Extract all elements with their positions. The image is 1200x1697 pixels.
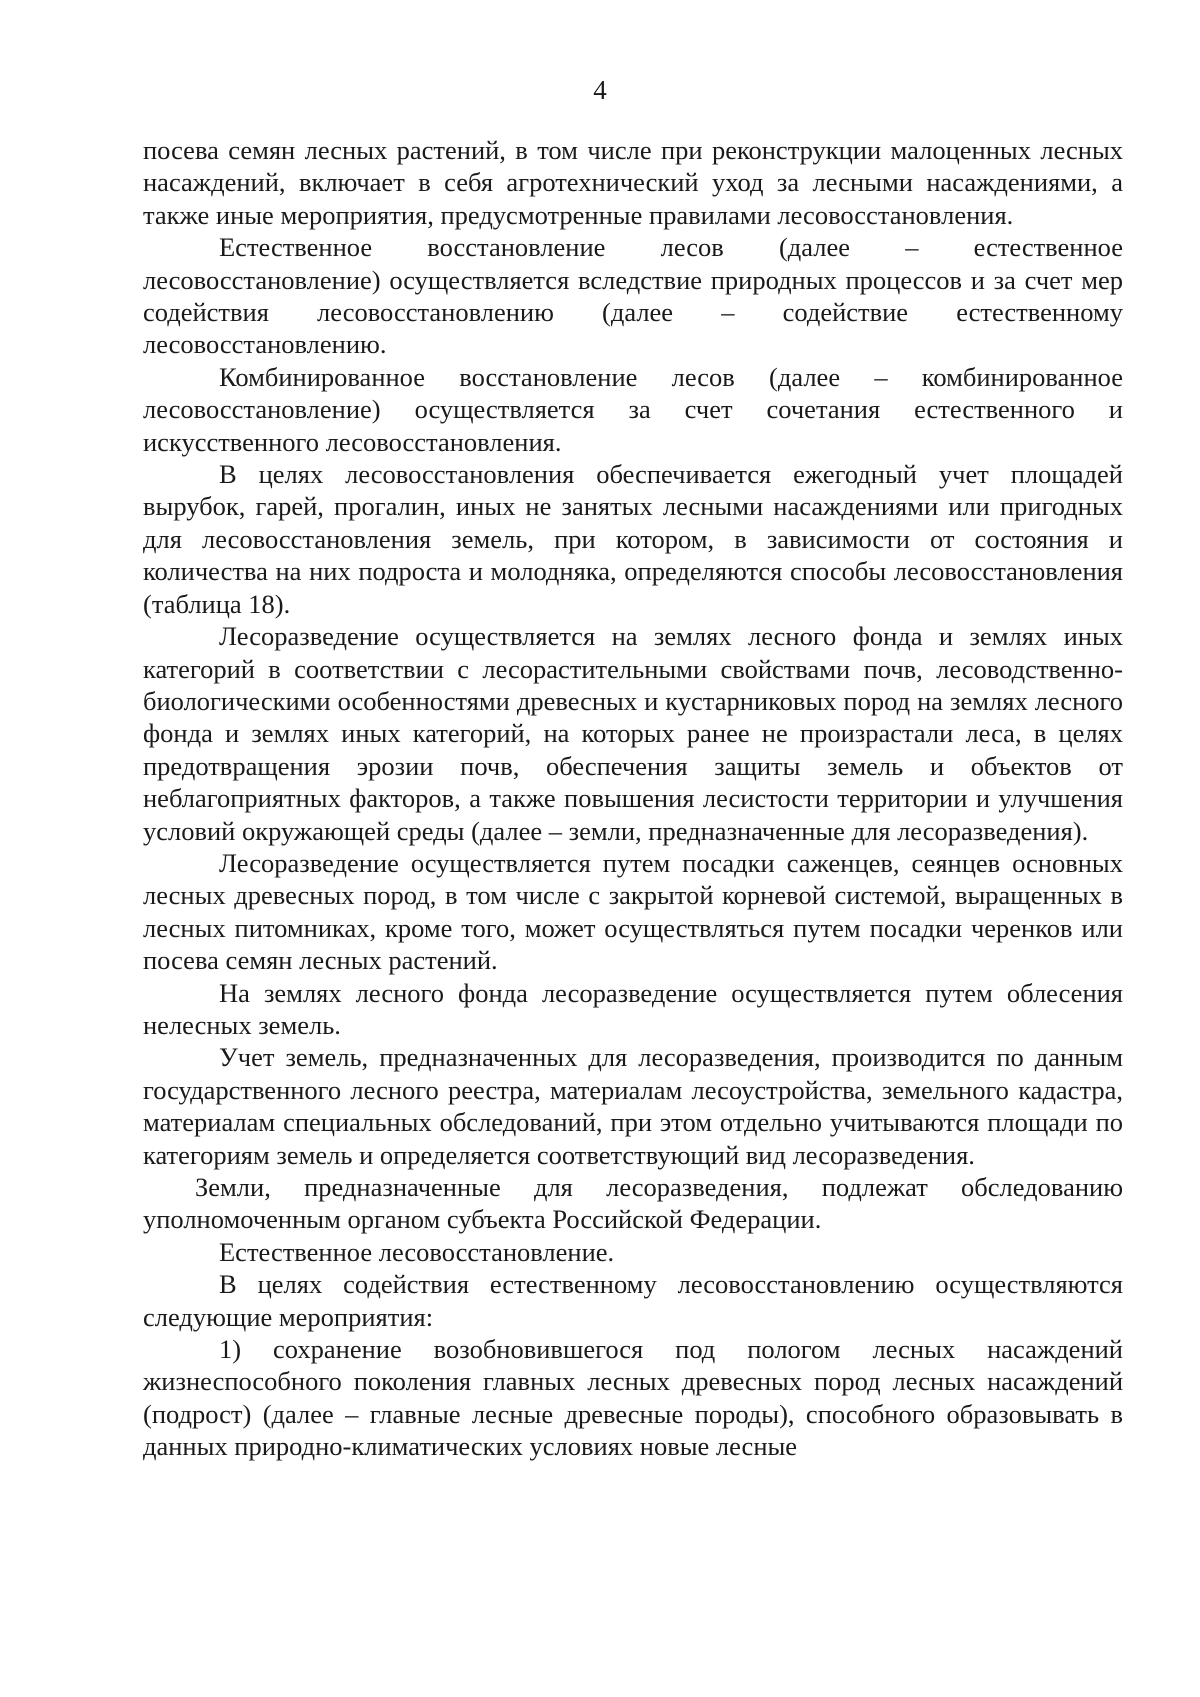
- paragraph-heading-natural: Естественное лесовосстановление.: [219, 1236, 615, 1267]
- paragraph-continuation: посева семян лесных растений, в том числе при реконструкции малоценных лесных насаждений, включает в себя агротехнический уход за лесными насаждениями, а также иные мероприятия, предусмотренные правилами лесовосстановления.: [143, 135, 1123, 230]
- paragraph-afforestation: Лесоразведение осуществляется на землях лесного фонда и землях иных категорий в соответствии с лесорастительными свойствами почв, лесоводственно-биологическими особенностями древесных и кустарниковых пород на землях лесного фонда и землях иных категорий, на которых ранее не произрастали леса, в целях предотвращения эрозии почв, обеспечения защиты земель и объектов от неблагоприятных факторов, а также повышения лесистости территории и улучшения условий окружающей среды (далее – земли, предназначенные для лесоразведения).: [143, 621, 1123, 846]
- body-text: [143, 134, 1123, 1463]
- paragraph-annual-accounting: В целях лесовосстановления обеспечивается ежегодный учет площадей вырубок, гарей, прогалин, иных не занятых лесными насаждениями или пригодных для лесовосстановления земель, при котором, в зависимости от состояния и количества на них подроста и молодняка, определяются способы лесовосстановления (таблица 18).: [143, 459, 1123, 619]
- list-item-1: 1) сохранение возобновившегося под пологом лесных насаждений жизнеспособного поколения главных лесных древесных пород лесных насаждений (подрост) (далее – главные лесные древесные породы), способного образовывать в данных природно-климатических условиях новые лесные: [143, 1334, 1123, 1462]
- paragraph-measures-intro: В целях содействия естественному лесовосстановлению осуществляются следующие мероприятия:: [143, 1269, 1123, 1332]
- paragraph-combined-regeneration: Комбинированное восстановление лесов (далее – комбинированное лесовосстановление) осуществляется за счет сочетания естественного и искусственного лесовосстановления.: [143, 361, 1123, 457]
- paragraph-land-accounting: Учет земель, предназначенных для лесоразведения, производится по данным государственного лесного реестра, материалам лесоустройства, земельного кадастра, материалам специальных обследований, при этом отдельно учитываются площади по категориям земель и определяется соответствующий вид лесоразведения.: [143, 1042, 1123, 1170]
- paragraph-land-survey: Земли, предназначенные для лесоразведения, подлежат обследованию уполномоченным органом субъекта Российской Федерации.: [143, 1172, 1123, 1235]
- page-number: 4: [593, 75, 607, 105]
- paragraph-forest-fund-lands: На землях лесного фонда лесоразведение осуществляется путем облесения нелесных земель.: [143, 977, 1123, 1040]
- paragraph-natural-regeneration: Естественное восстановление лесов (далее – естественное лесовосстановление) осуществляется вследствие природных процессов и за счет мер содействия лесовосстановлению (далее – содействие естественному лесовосстановлению.: [143, 232, 1123, 360]
- paragraph-afforestation-methods: Лесоразведение осуществляется путем посадки саженцев, сеянцев основных лесных древесных пород, в том числе с закрытой корневой системой, выращенных в лесных питомниках, кроме того, может осуществляться путем посадки черенков или посева семян лесных растений.: [143, 847, 1123, 976]
